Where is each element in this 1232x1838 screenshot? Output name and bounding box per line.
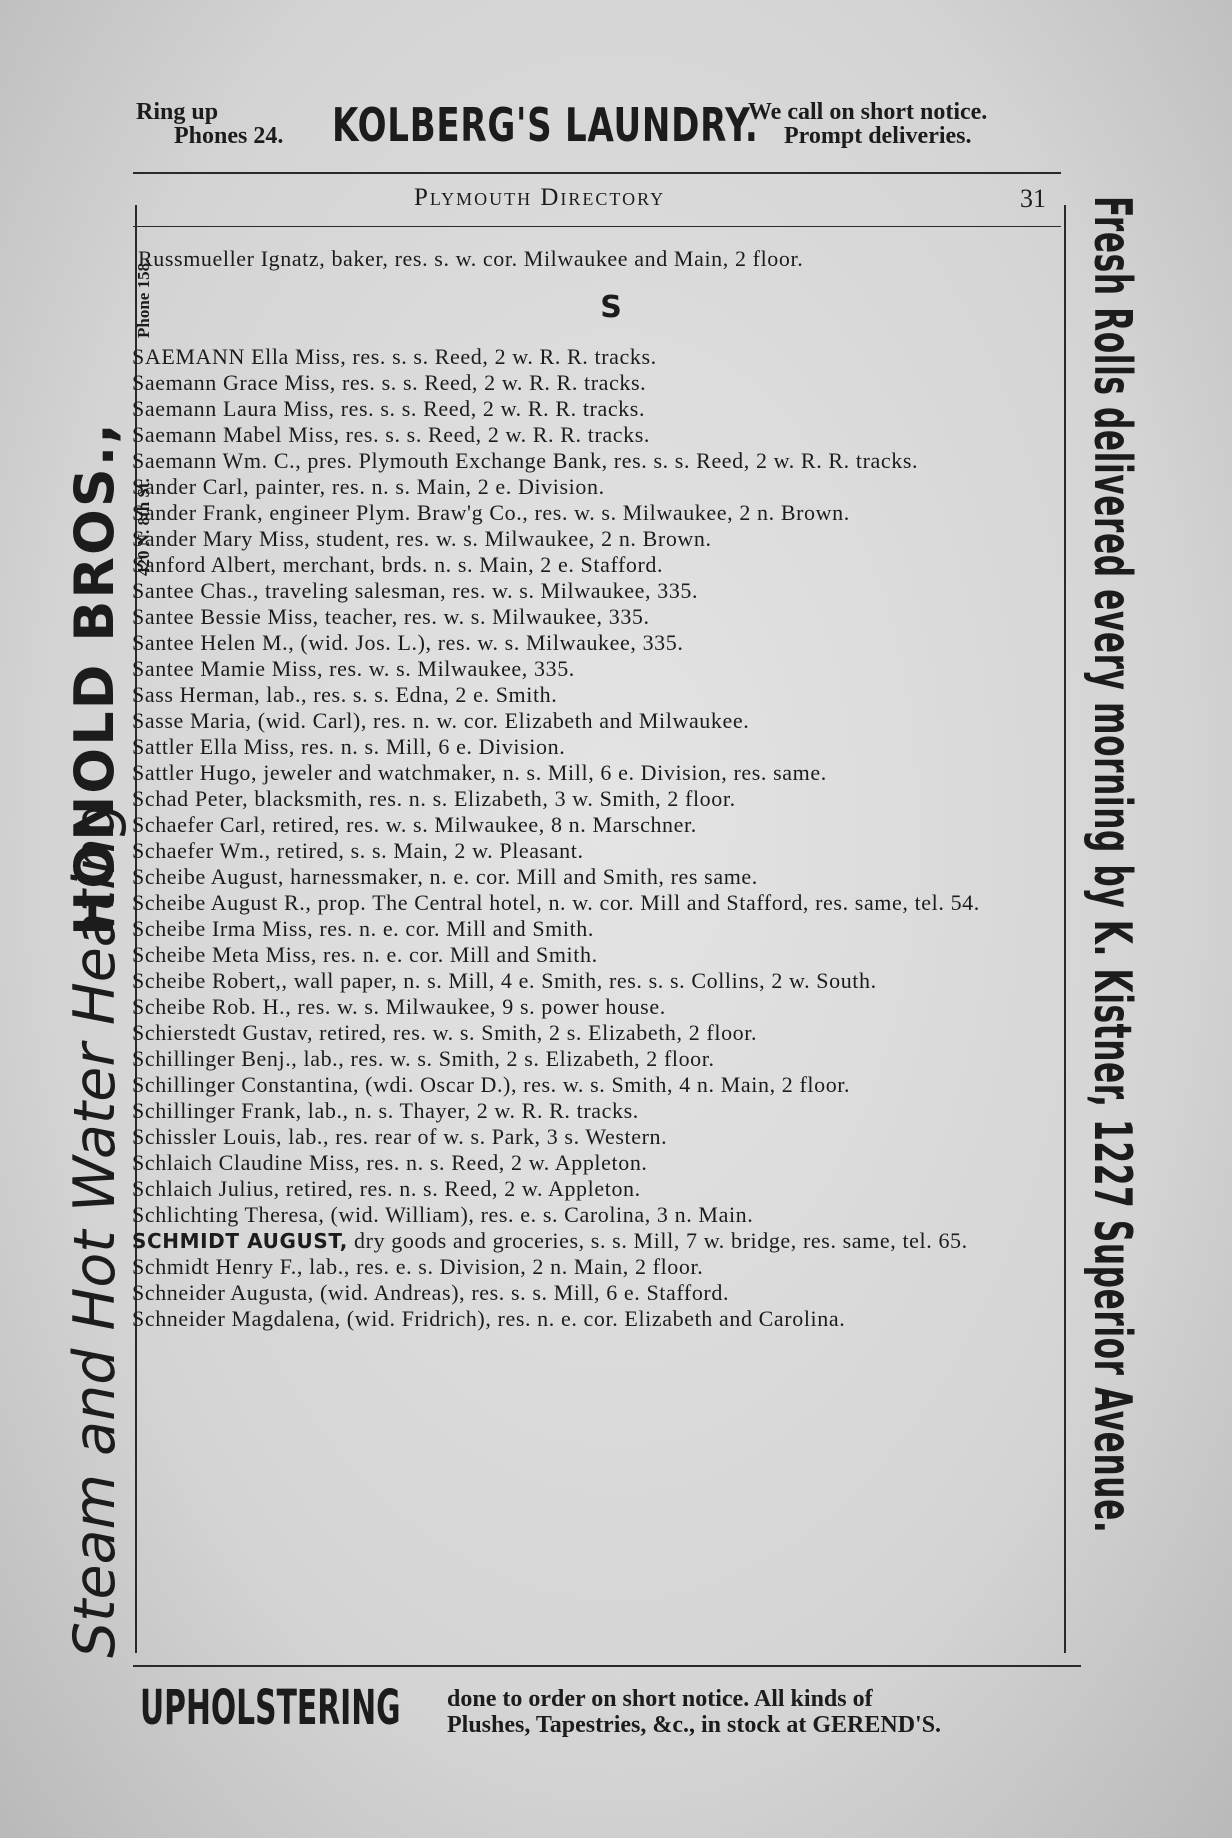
- directory-entry: Scheibe Meta Miss, res. n. e. cor. Mill and Smith.: [132, 942, 598, 967]
- directory-entry: Schlaich Julius, retired, res. n. s. Reed, 2 w. Appleton.: [132, 1176, 641, 1201]
- directory-entry: SAEMANN Ella Miss, res. s. s. Reed, 2 w. R. R. tracks.: [132, 344, 657, 369]
- directory-entry: Scheibe Irma Miss, res. n. e. cor. Mill and Smith.: [132, 916, 594, 941]
- directory-entry: Saemann Wm. C., pres. Plymouth Exchange Bank, res. s. s. Reed, 2 w. R. R. tracks.: [132, 448, 919, 473]
- carry-over-entry: Russmueller Ignatz, baker, res. s. w. cor. Milwaukee and Main, 2 floor.: [138, 246, 804, 271]
- upholstering-line-2: Plushes, Tapestries, &c., in stock at GEREND'S.: [447, 1712, 942, 1738]
- directory-entry: Sander Carl, painter, res. n. s. Main, 2 e. Division.: [132, 474, 605, 499]
- directory-entry: Sanford Albert, merchant, brds. n. s. Main, 2 e. Stafford.: [132, 552, 664, 577]
- directory-entry: Santee Bessie Miss, teacher, res. w. s. Milwaukee, 335.: [132, 604, 650, 629]
- directory-entry: Sasse Maria, (wid. Carl), res. n. w. cor. Elizabeth and Milwaukee.: [132, 708, 750, 733]
- directory-entry: Schmidt Henry F., lab., res. e. s. Division, 2 n. Main, 2 floor.: [132, 1254, 704, 1279]
- directory-entry: Schillinger Constantina, (wdi. Oscar D.), res. w. s. Smith, 4 n. Main, 2 floor.: [132, 1072, 851, 1097]
- directory-entry: Sattler Hugo, jeweler and watchmaker, n. s. Mill, 6 e. Division, res. same.: [132, 760, 827, 785]
- upholstering-advertisement: [140, 1680, 1090, 1750]
- entry-list-continued: [130, 1254, 1062, 1332]
- ring-line-2: Phones 24.: [174, 123, 284, 149]
- directory-entry: Santee Chas., traveling salesman, res. w. s. Milwaukee, 335.: [132, 578, 699, 603]
- top-rule: [133, 172, 1061, 174]
- header-rule: [133, 226, 1061, 227]
- bottom-rule: [133, 1665, 1081, 1667]
- directory-entry: Scheibe Robert,, wall paper, n. s. Mill, 4 e. Smith, res. s. s. Collins, 2 w. South.: [132, 968, 877, 993]
- directory-entry: [130, 1228, 1062, 1254]
- directory-entry: Schlaich Claudine Miss, res. n. s. Reed, 2 w. Appleton.: [132, 1150, 648, 1175]
- upholstering-line-1: done to order on short notice. All kinds of: [447, 1686, 873, 1712]
- directory-entry: Saemann Grace Miss, res. s. s. Reed, 2 w. R. R. tracks.: [132, 370, 647, 395]
- directory-entry: Sander Mary Miss, student, res. w. s. Milwaukee, 2 n. Brown.: [132, 526, 712, 551]
- directory-entry: Scheibe Rob. H., res. w. s. Milwaukee, 9 s. power house.: [132, 994, 666, 1019]
- notice-line-1: We call on short notice.: [748, 99, 988, 125]
- directory-entry: Schierstedt Gustav, retired, res. w. s. Smith, 2 s. Elizabeth, 2 floor.: [132, 1020, 758, 1045]
- directory-entry: Schillinger Frank, lab., n. s. Thayer, 2 w. R. R. tracks.: [132, 1098, 639, 1123]
- directory-listing: [130, 246, 1062, 1332]
- directory-entry: Schaefer Wm., retired, s. s. Main, 2 w. Pleasant.: [132, 838, 584, 863]
- ring-up-text: [136, 100, 283, 148]
- laundry-advertisement: [130, 96, 1060, 166]
- schmidt-august-details: dry goods and groceries, s. s. Mill, 7 w. bridge, res. same, tel. 65.: [347, 1228, 968, 1253]
- bakery-text: Fresh Rolls delivered every morning by K. Kistner, 1227 Superior Avenue.: [1082, 196, 1142, 1534]
- directory-entry: Sander Frank, engineer Plym. Braw'g Co., res. w. s. Milwaukee, 2 n. Brown.: [132, 500, 850, 525]
- bakery-advertisement: [1082, 196, 1142, 1838]
- directory-entry: Schlichting Theresa, (wid. William), res. e. s. Carolina, 3 n. Main.: [132, 1202, 754, 1227]
- page-title: Plymouth Directory: [414, 184, 666, 211]
- directory-entry: Schneider Magdalena, (wid. Fridrich), res. n. e. cor. Elizabeth and Carolina.: [132, 1306, 846, 1331]
- page-number: 31: [1020, 184, 1046, 213]
- honold-address: 420 N. 8th St.: [134, 478, 153, 576]
- entry-list: [130, 344, 1062, 1228]
- section-letter: S: [600, 290, 622, 325]
- directory-entry: Scheibe August R., prop. The Central hotel, n. w. cor. Mill and Stafford, res. same, tel. 54.: [132, 890, 980, 915]
- laundry-brand: KOLBERG'S LAUNDRY.: [332, 98, 759, 152]
- laundry-notice: [748, 100, 987, 148]
- directory-entry: Sattler Ella Miss, res. n. s. Mill, 6 e. Division.: [132, 734, 566, 759]
- honold-bros-name: HONOLD BROS.,: [63, 421, 126, 936]
- ring-line-1: Ring up: [136, 99, 219, 125]
- honold-phone: Phone 158.: [134, 258, 153, 338]
- directory-entry: Santee Mamie Miss, res. w. s. Milwaukee, 335.: [132, 656, 575, 681]
- directory-entry: Schissler Louis, lab., res. rear of w. s. Park, 3 s. Western.: [132, 1124, 668, 1149]
- directory-entry: Saemann Laura Miss, res. s. s. Reed, 2 w. R. R. tracks.: [132, 396, 646, 421]
- upholstering-heading: UPHOLSTERING: [140, 1680, 401, 1736]
- directory-entry: Santee Helen M., (wid. Jos. L.), res. w. s. Milwaukee, 335.: [132, 630, 684, 655]
- directory-entry: Schad Peter, blacksmith, res. n. s. Elizabeth, 3 w. Smith, 2 floor.: [132, 786, 736, 811]
- directory-entry: Saemann Mabel Miss, res. s. s. Reed, 2 w. R. R. tracks.: [132, 422, 650, 447]
- directory-entry: Schneider Augusta, (wid. Andreas), res. s. s. Mill, 6 e. Stafford.: [132, 1280, 730, 1305]
- upholstering-details: [447, 1686, 941, 1738]
- directory-entry: Schaefer Carl, retired, res. w. s. Milwaukee, 8 n. Marschner.: [132, 812, 697, 837]
- directory-entry: Schillinger Benj., lab., res. w. s. Smith, 2 s. Elizabeth, 2 floor.: [132, 1046, 715, 1071]
- directory-entry: Scheibe August, harnessmaker, n. e. cor. Mill and Smith, res same.: [132, 864, 758, 889]
- directory-entry: Sass Herman, lab., res. s. s. Edna, 2 e. Smith.: [132, 682, 558, 707]
- right-column-rule: [1064, 205, 1066, 1653]
- schmidt-august-name: SCHMIDT AUGUST,: [132, 1229, 348, 1253]
- notice-line-2: Prompt deliveries.: [784, 123, 972, 149]
- heating-text: Steam and Hot Water Heating: [62, 801, 128, 1658]
